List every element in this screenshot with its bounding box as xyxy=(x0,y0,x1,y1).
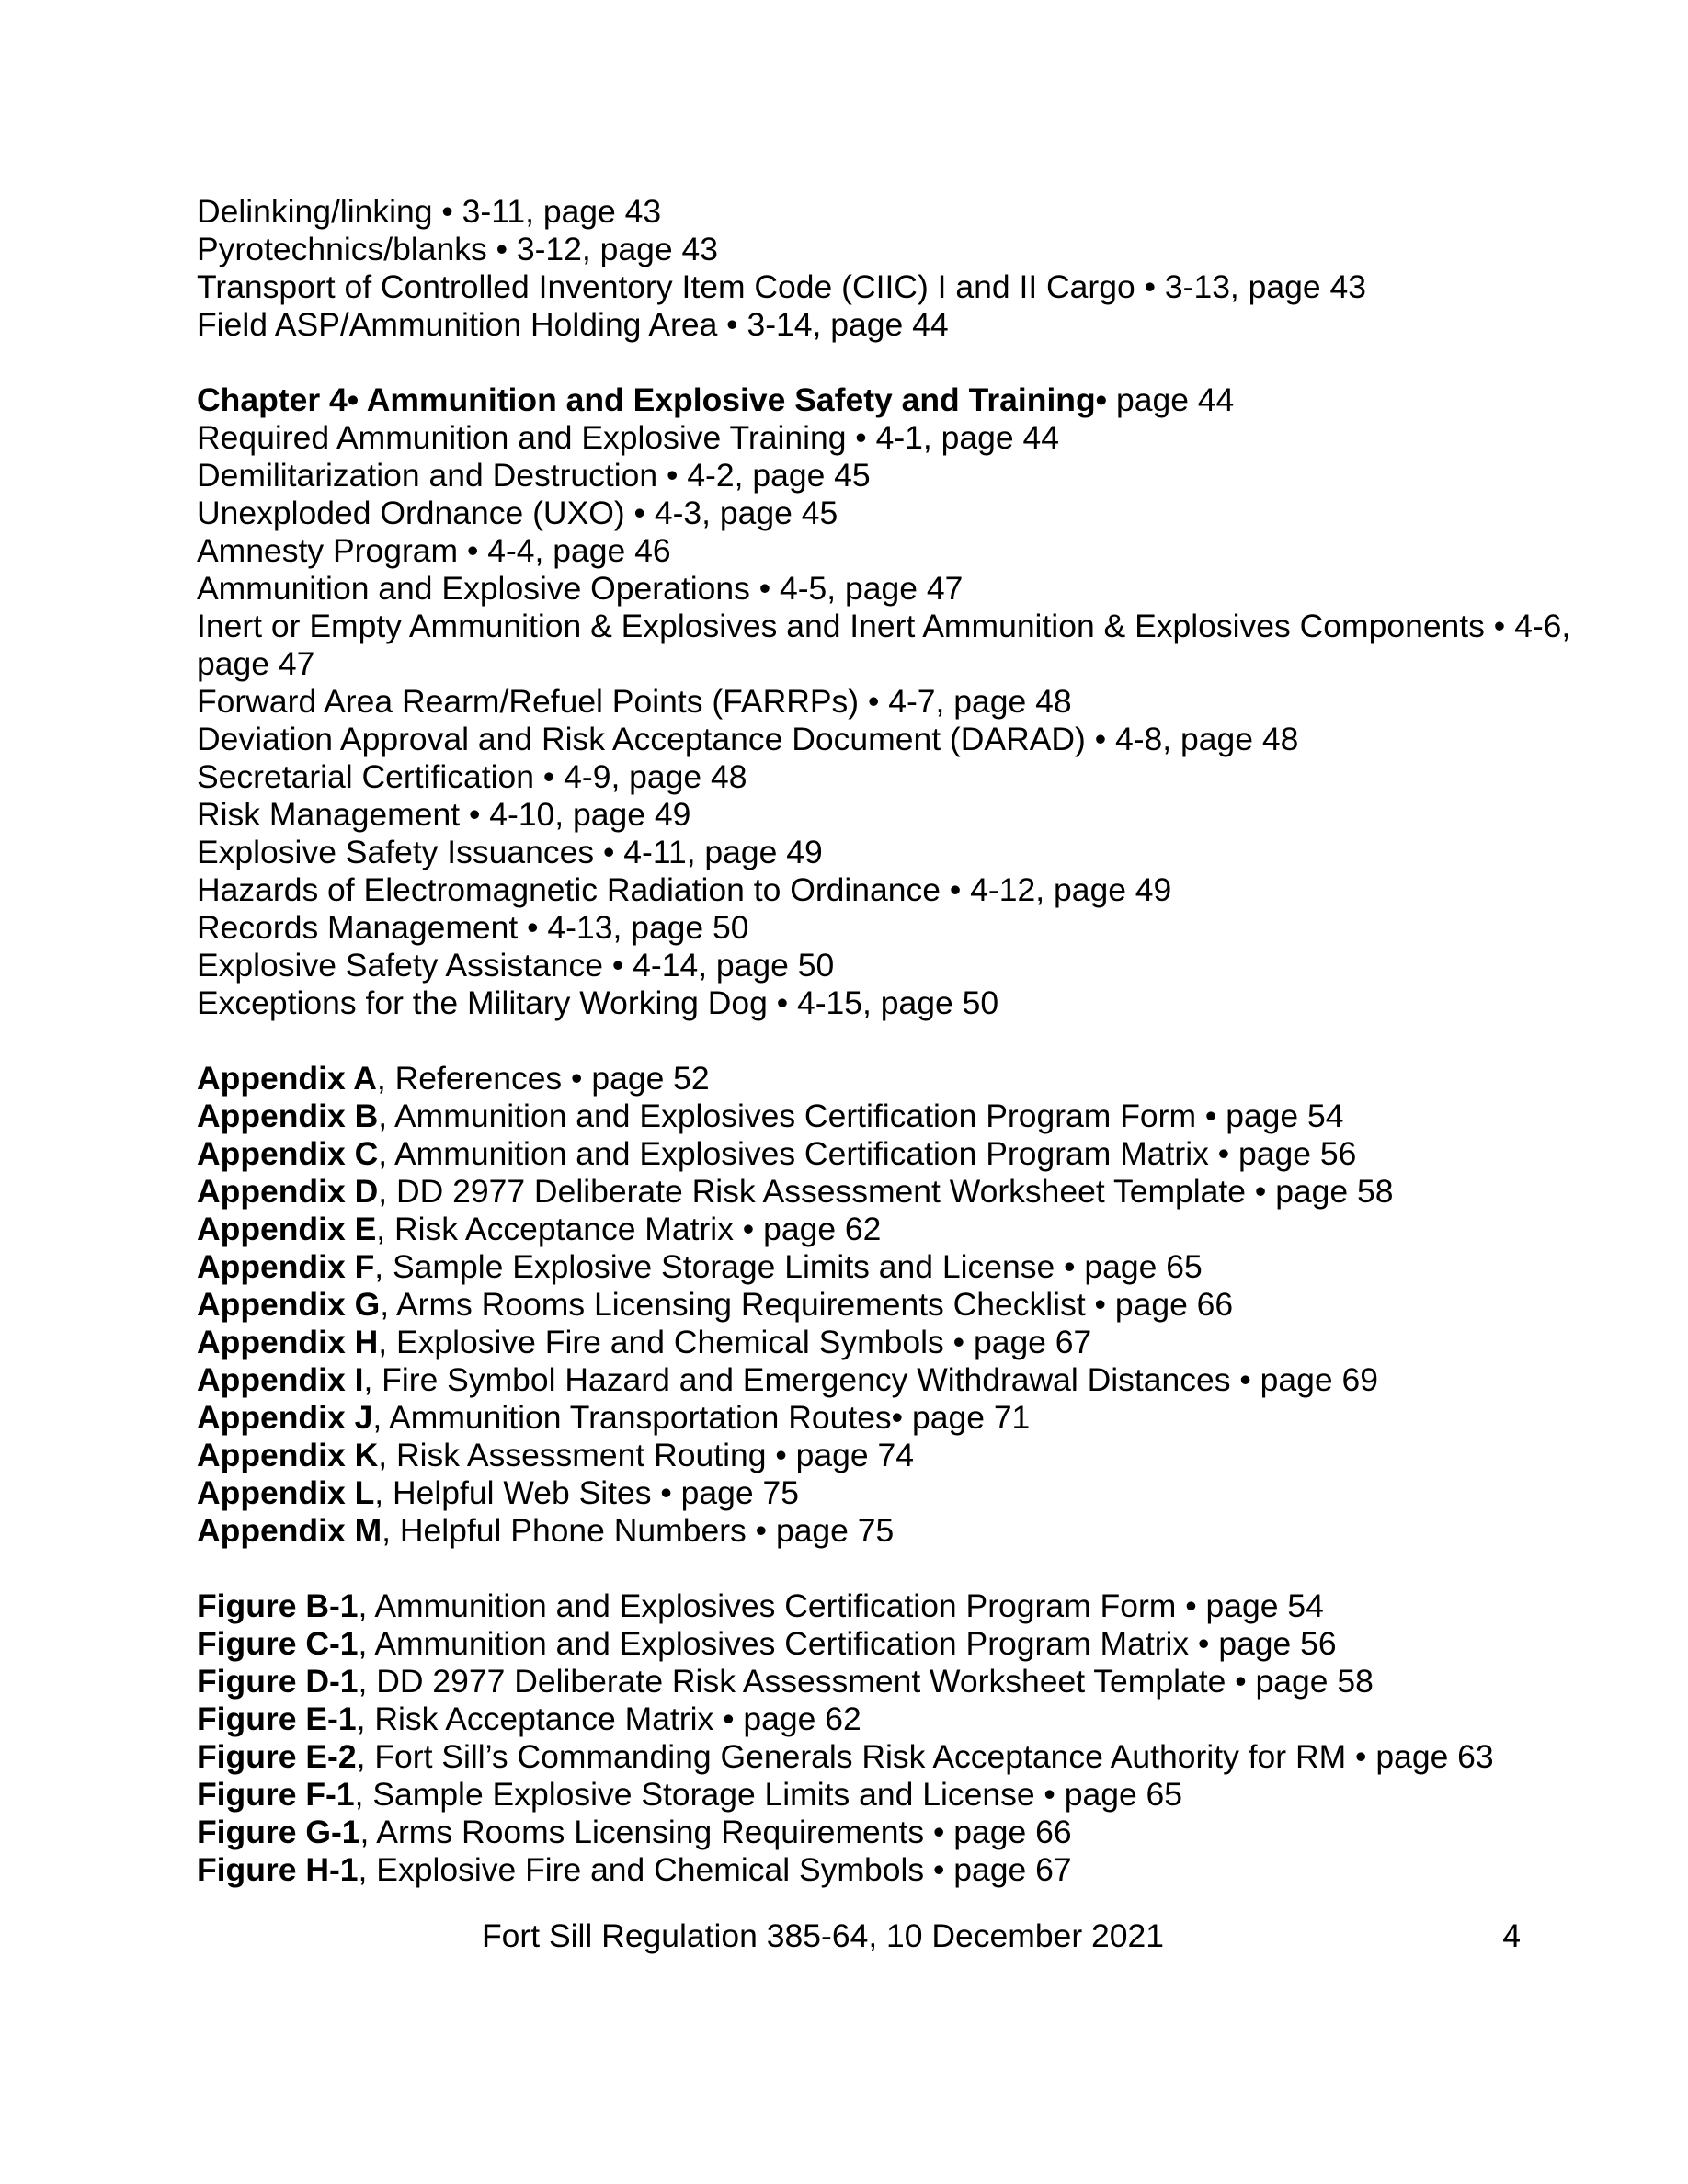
appendix-entry xyxy=(197,1211,1594,1248)
appendix-text: , Ammunition Transportation Routes• page 71 xyxy=(372,1399,1031,1436)
appendix-label: Appendix F xyxy=(197,1248,375,1285)
figure-text: , Ammunition and Explosives Certification Program Form • page 54 xyxy=(358,1587,1324,1624)
figure-entry xyxy=(197,1663,1594,1701)
section-gap xyxy=(197,1022,1594,1060)
figure-list xyxy=(197,1587,1594,1889)
appendix-entry xyxy=(197,1060,1594,1098)
chapter-4-section xyxy=(197,381,1594,1022)
appendix-entry xyxy=(197,1135,1594,1173)
footer-title: Fort Sill Regulation 385-64, 10 December 2021 xyxy=(482,1917,1164,1954)
appendix-label: Appendix G xyxy=(197,1286,381,1323)
appendix-entry xyxy=(197,1399,1594,1437)
toc-entry: Required Ammunition and Explosive Training • 4-1, page 44 xyxy=(197,419,1059,456)
figure-entry xyxy=(197,1851,1594,1889)
appendix-text: , Sample Explosive Storage Limits and License • page 65 xyxy=(374,1248,1203,1285)
appendix-entry xyxy=(197,1437,1594,1474)
figure-label: Figure F-1 xyxy=(197,1776,355,1813)
appendix-text: , References • page 52 xyxy=(376,1060,710,1097)
figure-label: Figure C-1 xyxy=(197,1625,359,1662)
chapter-3-items xyxy=(197,193,1594,344)
toc-entry: Delinking/linking • 3-11, page 43 xyxy=(197,193,662,230)
toc-entry: Explosive Safety Issuances • 4-11, page 49 xyxy=(197,834,823,870)
toc-entry: Inert or Empty Ammunition & Explosives and Inert Ammunition & Explosives Components • 4-6, page 47 xyxy=(197,608,1571,682)
appendix-label: Appendix E xyxy=(197,1211,377,1247)
appendix-text: , Arms Rooms Licensing Requirements Checklist • page 66 xyxy=(380,1286,1234,1323)
section-gap xyxy=(197,1550,1594,1587)
toc-entry: Amnesty Program • 4-4, page 46 xyxy=(197,532,671,569)
section-gap xyxy=(197,344,1594,381)
figure-label: Figure G-1 xyxy=(197,1814,360,1850)
figure-entry xyxy=(197,1587,1594,1625)
appendix-label: Appendix J xyxy=(197,1399,373,1436)
appendix-text: , Explosive Fire and Chemical Symbols • page 67 xyxy=(378,1324,1092,1360)
appendix-entry xyxy=(197,1286,1594,1324)
figure-label: Figure D-1 xyxy=(197,1663,359,1700)
appendix-text: , Risk Acceptance Matrix • page 62 xyxy=(376,1211,882,1247)
figure-entry xyxy=(197,1814,1594,1851)
appendix-entry xyxy=(197,1173,1594,1211)
appendix-entry xyxy=(197,1248,1594,1286)
toc-entry: Pyrotechnics/blanks • 3-12, page 43 xyxy=(197,231,718,267)
appendix-entry xyxy=(197,1361,1594,1399)
appendix-list xyxy=(197,1060,1594,1550)
appendix-label: Appendix B xyxy=(197,1098,379,1134)
appendix-entry xyxy=(197,1324,1594,1361)
appendix-label: Appendix L xyxy=(197,1474,375,1511)
appendix-label: Appendix A xyxy=(197,1060,377,1097)
appendix-label: Appendix D xyxy=(197,1173,379,1210)
toc-entry: Ammunition and Explosive Operations • 4-5, page 47 xyxy=(197,570,964,607)
appendix-text: , Helpful Phone Numbers • page 75 xyxy=(382,1512,895,1549)
table-of-contents xyxy=(197,193,1594,1889)
figure-entry xyxy=(197,1625,1594,1663)
appendix-text: , Ammunition and Explosives Certification Program Form • page 54 xyxy=(378,1098,1344,1134)
chapter-heading xyxy=(197,381,1594,419)
figure-text: , Sample Explosive Storage Limits and License • page 65 xyxy=(354,1776,1183,1813)
toc-entry: Records Management • 4-13, page 50 xyxy=(197,909,749,946)
toc-entry: Secretarial Certification • 4-9, page 48 xyxy=(197,758,747,795)
appendix-entry xyxy=(197,1512,1594,1550)
appendix-label: Appendix K xyxy=(197,1437,379,1473)
chapter-heading-title: Chapter 4• Ammunition and Explosive Safety and Training• xyxy=(197,381,1108,418)
figure-label: Figure E-2 xyxy=(197,1738,357,1775)
figure-text: , DD 2977 Deliberate Risk Assessment Worksheet Template • page 58 xyxy=(358,1663,1374,1700)
toc-entry: Hazards of Electromagnetic Radiation to Ordinance • 4-12, page 49 xyxy=(197,871,1172,908)
toc-entry: Deviation Approval and Risk Acceptance Document (DARAD) • 4-8, page 48 xyxy=(197,721,1299,757)
figure-entry xyxy=(197,1776,1594,1814)
appendix-text: , DD 2977 Deliberate Risk Assessment Worksheet Template • page 58 xyxy=(378,1173,1394,1210)
figure-label: Figure H-1 xyxy=(197,1851,359,1888)
chapter-heading-page: page 44 xyxy=(1107,381,1235,418)
appendix-text: , Ammunition and Explosives Certification Program Matrix • page 56 xyxy=(378,1135,1357,1172)
appendix-label: Appendix H xyxy=(197,1324,379,1360)
toc-entry: Field ASP/Ammunition Holding Area • 3-14, page 44 xyxy=(197,306,949,343)
figure-text: , Ammunition and Explosives Certification Program Matrix • page 56 xyxy=(358,1625,1337,1662)
figure-label: Figure B-1 xyxy=(197,1587,359,1624)
appendix-entry xyxy=(197,1474,1594,1512)
figure-text: , Arms Rooms Licensing Requirements • page 66 xyxy=(359,1814,1072,1850)
appendix-text: , Risk Assessment Routing • page 74 xyxy=(378,1437,914,1473)
page-number: 4 xyxy=(1502,1917,1521,1954)
figure-entry xyxy=(197,1701,1594,1738)
figure-text: , Fort Sill’s Commanding Generals Risk Acceptance Authority for RM • page 63 xyxy=(356,1738,1494,1775)
toc-entry: Risk Management • 4-10, page 49 xyxy=(197,796,691,833)
figure-text: , Explosive Fire and Chemical Symbols • page 67 xyxy=(358,1851,1072,1888)
toc-entry: Unexploded Ordnance (UXO) • 4-3, page 45 xyxy=(197,495,838,531)
toc-entry: Demilitarization and Destruction • 4-2, page 45 xyxy=(197,457,871,494)
figure-entry xyxy=(197,1738,1594,1776)
toc-entry: Explosive Safety Assistance • 4-14, page 50 xyxy=(197,947,835,984)
appendix-entry xyxy=(197,1098,1594,1135)
toc-entry: Transport of Controlled Inventory Item Code (CIIC) I and II Cargo • 3-13, page 43 xyxy=(197,268,1366,305)
appendix-label: Appendix M xyxy=(197,1512,382,1549)
appendix-label: Appendix C xyxy=(197,1135,379,1172)
toc-entry: Forward Area Rearm/Refuel Points (FARRPs) • 4-7, page 48 xyxy=(197,683,1072,720)
toc-entry: Exceptions for the Military Working Dog • 4-15, page 50 xyxy=(197,984,999,1021)
appendix-label: Appendix I xyxy=(197,1361,364,1398)
figure-label: Figure E-1 xyxy=(197,1701,357,1737)
appendix-text: , Helpful Web Sites • page 75 xyxy=(374,1474,799,1511)
appendix-text: , Fire Symbol Hazard and Emergency Withdrawal Distances • page 69 xyxy=(363,1361,1379,1398)
figure-text: , Risk Acceptance Matrix • page 62 xyxy=(356,1701,861,1737)
